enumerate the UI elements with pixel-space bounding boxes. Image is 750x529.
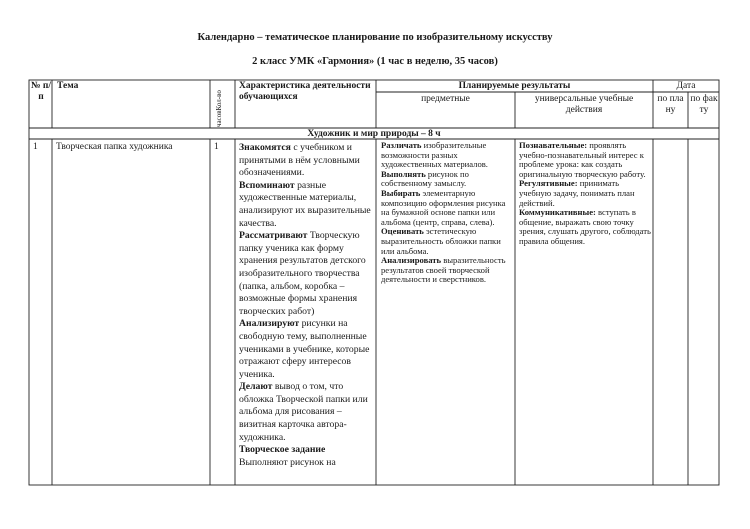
subject-keyword: Выполнять <box>381 168 426 179</box>
subject-text: эстетическую выразительность обложки папки или альбома. <box>381 226 501 256</box>
universal-keyword: Регулятивные: <box>519 178 578 189</box>
subject-text: выразительность результатов своей творческой деятельности и сверстников. <box>381 255 506 285</box>
activity-text: с учебником и принятыми в нём условными обозначениями. <box>239 142 360 179</box>
subject-keyword: Анализировать <box>381 255 442 266</box>
subject-paragraph <box>381 170 513 189</box>
activity-keyword: Делают <box>239 381 273 393</box>
activity-paragraph <box>239 444 374 457</box>
activity-text: вывод о том, что обложка Творческой папки или альбома для рисования – визитная карточка автора-художника. <box>239 381 368 443</box>
activity-text: Выполняют рисунок на <box>239 456 336 468</box>
subject-paragraph <box>381 141 513 170</box>
row-hours: 1 <box>214 142 219 152</box>
universal-paragraph <box>519 141 652 179</box>
subject-text: изобразительные возможности разных художественных материалов. <box>381 141 488 170</box>
universal-text: вступать в общение, выражать свою точку зрения, слушать другого, соблюдать правила общения. <box>519 207 651 246</box>
activity-keyword: Вспоминают <box>239 179 295 191</box>
header-date-plan: по пла ну <box>657 94 684 116</box>
universal-results-cell <box>519 141 652 481</box>
activity-text: Творческую папку ученика как форму хранения результатов детского изобразительного творчества (папка, альбом, коробка – возможные формы хранения творческих работ) <box>239 230 366 317</box>
subject-paragraph <box>381 227 513 256</box>
universal-text: проявлять учебно-познавательный интерес к проблеме урока: как создать оригинальную творческую работу. <box>519 141 646 179</box>
activity-text: разные художественные материалы, анализируют их выразительные качества. <box>239 179 371 229</box>
header-date-fact: по фак ту <box>690 94 718 116</box>
activity-paragraph <box>239 318 374 381</box>
universal-keyword: Коммуникативные: <box>519 207 596 218</box>
section-title: Художник и мир природы – 8 ч <box>307 129 441 139</box>
header-subject: предметные <box>421 94 470 104</box>
document-subtitle: 2 класс УМК «Гармония» (1 час в неделю, 35 часов) <box>252 56 498 67</box>
activity-paragraph <box>239 457 374 470</box>
row-num: 1 <box>33 142 38 152</box>
subject-keyword: Различать <box>381 141 422 150</box>
activity-keyword: Рассматривают <box>239 230 308 242</box>
universal-paragraph <box>519 179 652 208</box>
row-topic: Творческая папка художника <box>56 142 173 152</box>
activity-paragraph <box>239 381 374 444</box>
header-num: № п/п <box>30 81 52 102</box>
subject-paragraph <box>381 189 513 227</box>
header-characteristic: Характеристика деятельности обучающихся <box>239 81 371 102</box>
subject-text: рисунок по собственному замыслу. <box>381 168 469 189</box>
universal-paragraph <box>519 208 652 246</box>
universal-keyword: Познавательные: <box>519 141 588 150</box>
activity-keyword: Знакомятся <box>239 142 291 153</box>
activity-paragraph <box>239 180 374 230</box>
header-universal: универсальные учебные действия <box>534 94 634 116</box>
activity-keyword: Творческое задание <box>239 444 326 456</box>
header-topic: Тема <box>57 81 79 91</box>
subject-keyword: Выбирать <box>381 187 421 198</box>
activity-cell <box>239 142 374 484</box>
header-date: Дата <box>676 81 696 91</box>
header-hours: часовКол-во <box>215 90 223 127</box>
header-planned: Планируемые результаты <box>458 81 571 91</box>
activity-keyword: Анализируют <box>239 318 300 330</box>
universal-text: принимать учебную задачу, понимать план действий. <box>519 178 635 208</box>
subject-keyword: Оценивать <box>381 226 424 237</box>
activity-paragraph <box>239 230 374 318</box>
activity-paragraph <box>239 142 374 180</box>
document-title: Календарно – тематическое планирование по изобразительному искусству <box>197 32 553 43</box>
subject-paragraph <box>381 256 513 285</box>
subject-text: элементарную композицию оформления рисунка на бумажной основе папки или альбома (центр, справа, слева). <box>381 187 506 227</box>
subject-results-cell <box>381 141 513 481</box>
activity-text: рисунки на свободную тему, выполненные учениками в учебнике, которые отражают сферу интересов ученика. <box>239 318 370 380</box>
